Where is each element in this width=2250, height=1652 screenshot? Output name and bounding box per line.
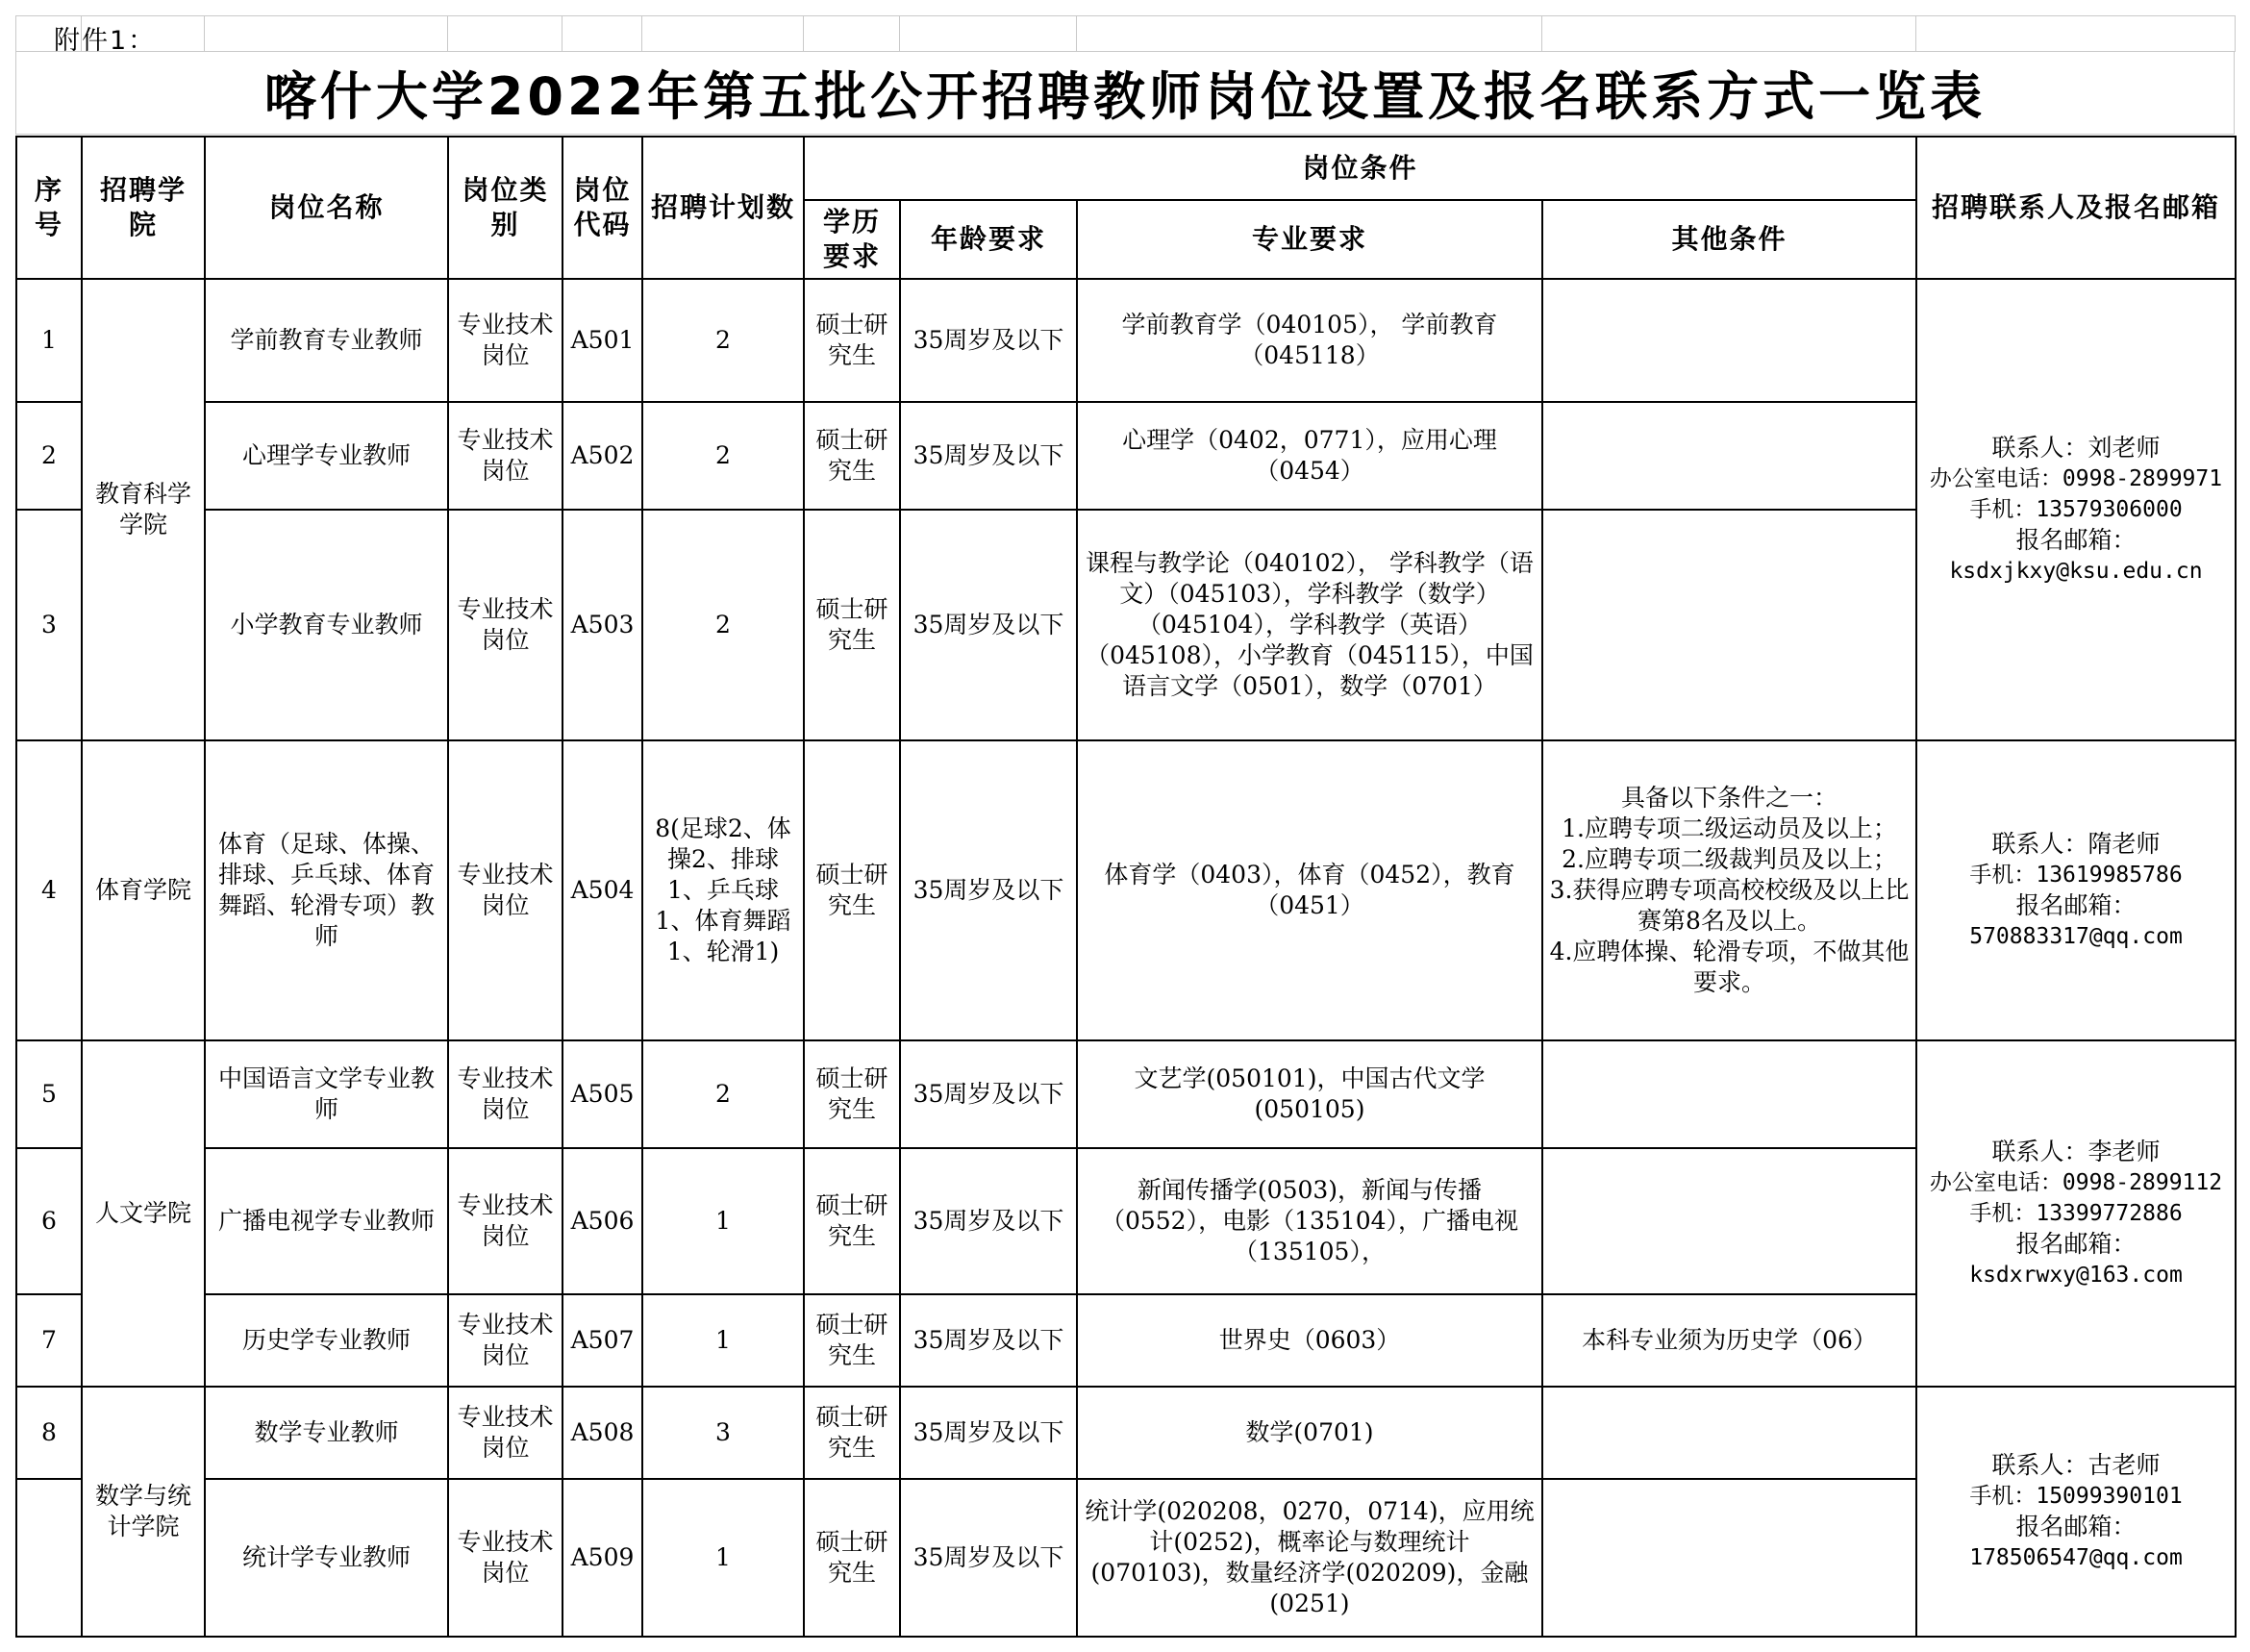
seq-cell: 3 (16, 510, 82, 740)
header-position-name: 岗位名称 (205, 137, 448, 279)
contact-cell (1916, 1387, 2236, 1637)
plan-count-cell: 2 (642, 279, 804, 402)
other-cell (1542, 279, 1916, 402)
header-education: 学历要求 (804, 200, 900, 279)
table-row (16, 1040, 2236, 1148)
position-code-cell: A509 (562, 1479, 642, 1637)
education-cell: 硕士研究生 (804, 740, 900, 1040)
contact-cell (1916, 740, 2236, 1040)
recruitment-table (15, 136, 2237, 1638)
table-row (16, 1294, 2236, 1387)
table-row (16, 510, 2236, 740)
seq-cell: 2 (16, 402, 82, 510)
education-cell: 硕士研究生 (804, 279, 900, 402)
contact-line: 办公室电话：0998-2899112 (1929, 1170, 2223, 1195)
college-cell: 人文学院 (82, 1040, 205, 1387)
education-cell: 硕士研究生 (804, 1479, 900, 1637)
contact-email: ksdxrwxy@163.com (1969, 1263, 2183, 1288)
age-cell: 35周岁及以下 (900, 279, 1077, 402)
contact-email: 570883317@qq.com (1969, 924, 2183, 949)
contact-line: 报名邮箱： (2015, 526, 2137, 554)
position-name-cell: 体育（足球、体操、排球、乒乓球、体育舞蹈、轮滑专项）教师 (205, 740, 448, 1040)
header-other: 其他条件 (1542, 200, 1916, 279)
table-row (16, 740, 2236, 1040)
education-cell: 硕士研究生 (804, 510, 900, 740)
top-grid-row (15, 15, 2236, 52)
seq-cell: 8 (16, 1387, 82, 1479)
position-code-cell: A508 (562, 1387, 642, 1479)
major-cell: 心理学（0402，0771），应用心理（0454） (1077, 402, 1542, 510)
table-row (16, 1148, 2236, 1294)
header-major: 专业要求 (1077, 200, 1542, 279)
position-code-cell: A503 (562, 510, 642, 740)
age-cell: 35周岁及以下 (900, 1294, 1077, 1387)
education-cell: 硕士研究生 (804, 1148, 900, 1294)
position-type-cell: 专业技术岗位 (448, 740, 562, 1040)
plan-count-cell: 2 (642, 1040, 804, 1148)
table-row (16, 1387, 2236, 1479)
major-cell: 统计学(020208，0270，0714)，应用统计(0252)，概率论与数理统计(070103)，数量经济学(020209)，金融(0251) (1077, 1479, 1542, 1637)
plan-count-cell: 1 (642, 1294, 804, 1387)
header-position-type: 岗位类别 (448, 137, 562, 279)
header-plan-count: 招聘计划数 (642, 137, 804, 279)
position-name-cell: 广播电视学专业教师 (205, 1148, 448, 1294)
position-name-cell: 统计学专业教师 (205, 1479, 448, 1637)
contact-line: 手机：15099390101 (1969, 1484, 2183, 1509)
contact-cell (1916, 279, 2236, 740)
age-cell: 35周岁及以下 (900, 740, 1077, 1040)
plan-count-cell: 2 (642, 510, 804, 740)
seq-cell: 6 (16, 1148, 82, 1294)
seq-cell (16, 1479, 82, 1637)
major-cell: 课程与教学论（040102）， 学科教学（语文）（045103），学科教学（数学）（045104），学科教学（英语）（045108），小学教育（045115），中国语言文学（0501），数学（0701） (1077, 510, 1542, 740)
other-cell (1542, 1479, 1916, 1637)
education-cell: 硕士研究生 (804, 1387, 900, 1479)
position-type-cell: 专业技术岗位 (448, 1387, 562, 1479)
position-type-cell: 专业技术岗位 (448, 510, 562, 740)
age-cell: 35周岁及以下 (900, 1148, 1077, 1294)
major-cell: 学前教育学（040105）， 学前教育（045118） (1077, 279, 1542, 402)
age-cell: 35周岁及以下 (900, 1479, 1077, 1637)
contact-line: 手机：13619985786 (1969, 863, 2183, 888)
plan-count-cell: 1 (642, 1479, 804, 1637)
table-row (16, 279, 2236, 402)
contact-line: 联系人：李老师 (1991, 1138, 2161, 1165)
other-cell (1542, 402, 1916, 510)
age-cell: 35周岁及以下 (900, 1040, 1077, 1148)
college-cell: 体育学院 (82, 740, 205, 1040)
position-type-cell: 专业技术岗位 (448, 279, 562, 402)
position-type-cell: 专业技术岗位 (448, 402, 562, 510)
position-name-cell: 学前教育专业教师 (205, 279, 448, 402)
college-cell: 数学与统计学院 (82, 1387, 205, 1637)
position-code-cell: A501 (562, 279, 642, 402)
position-name-cell: 历史学专业教师 (205, 1294, 448, 1387)
table-row (16, 1479, 2236, 1637)
other-cell (1542, 1040, 1916, 1148)
major-cell: 文艺学(050101)，中国古代文学(050105) (1077, 1040, 1542, 1148)
position-name-cell: 数学专业教师 (205, 1387, 448, 1479)
seq-cell: 5 (16, 1040, 82, 1148)
other-cell (1542, 1387, 1916, 1479)
position-code-cell: A507 (562, 1294, 642, 1387)
contact-line: 报名邮箱： (2015, 1513, 2137, 1540)
major-cell: 世界史（0603） (1077, 1294, 1542, 1387)
other-cell: 具备以下条件之一： 1.应聘专项二级运动员及以上； 2.应聘专项二级裁判员及以上； 3.获得应聘专项高校校级及以上比赛第8名及以上。 4.应聘体操、轮滑专项，不做其他要求。 (1542, 740, 1916, 1040)
major-cell: 数学(0701) (1077, 1387, 1542, 1479)
position-name-cell: 心理学专业教师 (205, 402, 448, 510)
contact-email: ksdxjkxy@ksu.edu.cn (1949, 559, 2203, 584)
education-cell: 硕士研究生 (804, 1294, 900, 1387)
contact-line: 手机：13399772886 (1969, 1201, 2183, 1226)
college-cell: 教育科学学院 (82, 279, 205, 740)
header-age: 年龄要求 (900, 200, 1077, 279)
attachment-label: 附件1： (54, 26, 157, 56)
education-cell: 硕士研究生 (804, 1040, 900, 1148)
header-college: 招聘学院 (82, 137, 205, 279)
other-cell (1542, 1148, 1916, 1294)
contact-cell (1916, 1040, 2236, 1387)
seq-cell: 1 (16, 279, 82, 402)
position-type-cell: 专业技术岗位 (448, 1148, 562, 1294)
table-row (16, 402, 2236, 510)
position-type-cell: 专业技术岗位 (448, 1479, 562, 1637)
contact-line: 联系人：隋老师 (1991, 830, 2161, 858)
age-cell: 35周岁及以下 (900, 510, 1077, 740)
age-cell: 35周岁及以下 (900, 1387, 1077, 1479)
contact-line: 办公室电话：0998-2899971 (1929, 466, 2223, 491)
title-box (15, 52, 2235, 135)
plan-count-cell: 8(足球2、体操2、排球1、乒乓球1、体育舞蹈1、轮滑1) (642, 740, 804, 1040)
contact-email: 178506547@qq.com (1969, 1545, 2183, 1570)
major-cell: 新闻传播学(0503)，新闻与传播（0552），电影（135104），广播电视（135105）， (1077, 1148, 1542, 1294)
contact-line: 报名邮箱： (2015, 1230, 2137, 1258)
position-type-cell: 专业技术岗位 (448, 1040, 562, 1148)
header-conditions: 岗位条件 (804, 137, 1916, 200)
position-code-cell: A505 (562, 1040, 642, 1148)
other-cell: 本科专业须为历史学（06） (1542, 1294, 1916, 1387)
contact-line: 报名邮箱： (2015, 891, 2137, 919)
position-name-cell: 中国语言文学专业教师 (205, 1040, 448, 1148)
contact-line: 联系人：古老师 (1991, 1451, 2161, 1479)
header-position-code: 岗位代码 (562, 137, 642, 279)
plan-count-cell: 2 (642, 402, 804, 510)
age-cell: 35周岁及以下 (900, 402, 1077, 510)
position-code-cell: A502 (562, 402, 642, 510)
position-type-cell: 专业技术岗位 (448, 1294, 562, 1387)
header-seq: 序号 (16, 137, 82, 279)
seq-cell: 4 (16, 740, 82, 1040)
header-contact: 招聘联系人及报名邮箱 (1916, 137, 2236, 279)
contact-line: 手机：13579306000 (1969, 497, 2183, 522)
seq-cell: 7 (16, 1294, 82, 1387)
plan-count-cell: 1 (642, 1148, 804, 1294)
contact-line: 联系人：刘老师 (1991, 434, 2161, 462)
position-code-cell: A506 (562, 1148, 642, 1294)
other-cell (1542, 510, 1916, 740)
position-name-cell: 小学教育专业教师 (205, 510, 448, 740)
plan-count-cell: 3 (642, 1387, 804, 1479)
major-cell: 体育学（0403），体育（0452），教育（0451） (1077, 740, 1542, 1040)
position-code-cell: A504 (562, 740, 642, 1040)
page-title: 喀什大学2022年第五批公开招聘教师岗位设置及报名联系方式一览表 (263, 66, 1987, 127)
education-cell: 硕士研究生 (804, 402, 900, 510)
